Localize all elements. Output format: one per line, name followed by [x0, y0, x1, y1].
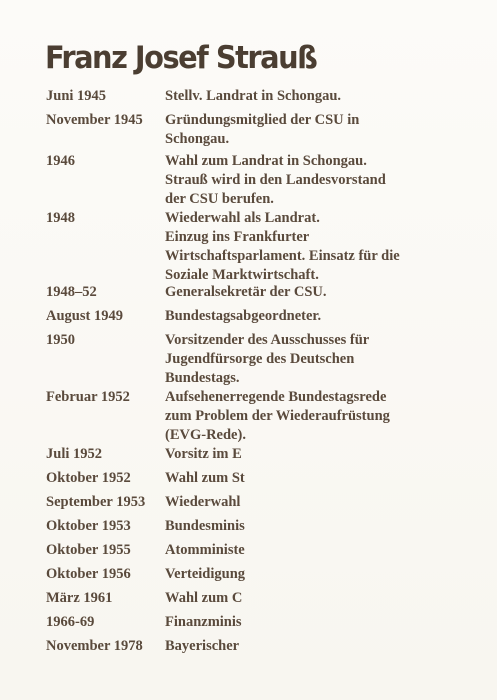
entry-description: Verteidigung: [165, 566, 246, 582]
entry-description: Wahl zum St: [165, 470, 245, 486]
entry-description: Wiederwahl als Landrat. Einzug ins Frankfurter Wirtschaftsparlament. Einsatz für die Soziale Marktwirtschaft.: [165, 210, 400, 283]
entry-date: Juli 1952: [46, 446, 102, 462]
entry-date: September 1953: [46, 494, 146, 510]
entry-description: Vorsitzender des Ausschusses für Jugendfürsorge des Deutschen Bundestags.: [165, 332, 370, 386]
entry-description: Generalsekretär der CSU.: [165, 284, 327, 300]
entry-date: Oktober 1955: [46, 542, 131, 558]
entry-date: Februar 1952: [46, 389, 130, 405]
entry-description: Bundesminis: [165, 518, 245, 534]
entry-description: Vorsitz im E: [165, 446, 242, 462]
entry-description: Atomministe: [165, 542, 245, 558]
entry-description: Wahl zum C: [165, 590, 243, 606]
entry-date: Oktober 1953: [46, 518, 131, 534]
entry-description: Wiederwahl: [165, 494, 241, 510]
entry-description: Wahl zum Landrat in Schongau. Strauß wird in den Landesvorstand der CSU berufen.: [165, 153, 386, 207]
page-title: Franz Josef Strauß: [45, 40, 317, 76]
entry-date: Oktober 1952: [46, 470, 131, 486]
entry-date: Juni 1945: [46, 88, 107, 104]
entry-date: 1948: [46, 210, 75, 226]
entry-date: August 1949: [46, 308, 123, 324]
entry-date: November 1945: [46, 112, 143, 128]
entry-date: 1950: [46, 332, 75, 348]
entry-description: Stellv. Landrat in Schongau.: [165, 88, 342, 104]
entry-description: Bundestagsabgeordneter.: [165, 308, 322, 324]
entry-date: November 1978: [46, 638, 143, 654]
entry-date: 1948–52: [46, 284, 97, 300]
entry-description: Aufsehenerregende Bundestagsrede zum Problem der Wiederaufrüstung (EVG-Rede).: [165, 389, 390, 443]
entry-date: 1966-69: [46, 614, 95, 630]
entry-description: Bayerischer: [165, 638, 240, 654]
entry-date: 1946: [46, 153, 75, 169]
entry-date: März 1961: [46, 590, 113, 606]
entry-description: Gründungsmitglied der CSU in Schongau.: [165, 112, 360, 147]
entry-date: Oktober 1956: [46, 566, 131, 582]
entry-description: Finanzminis: [165, 614, 242, 630]
